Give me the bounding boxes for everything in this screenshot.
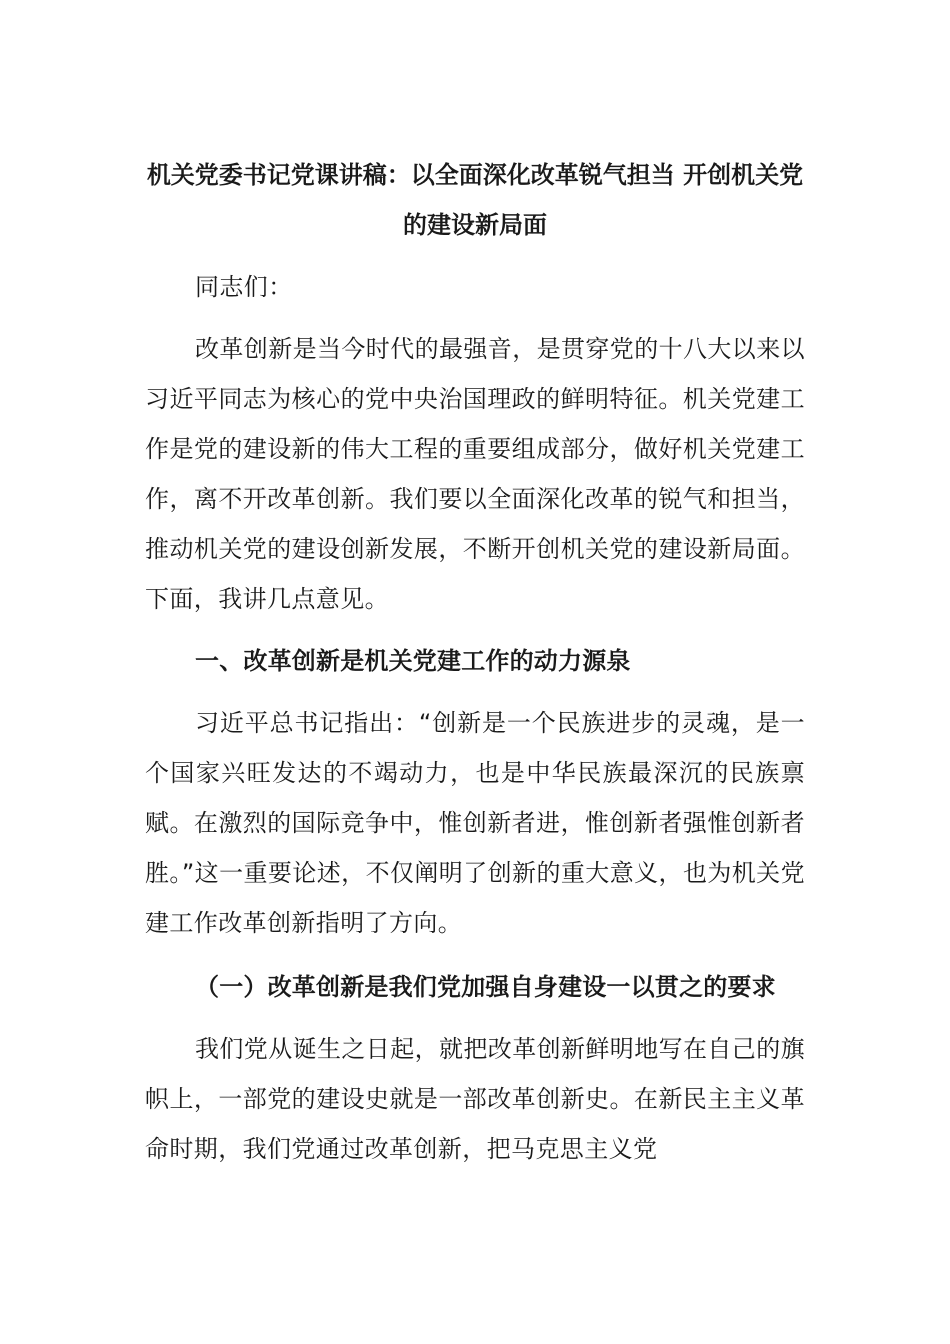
spacer bbox=[145, 250, 805, 262]
spacer bbox=[145, 624, 805, 636]
subsection-1-paragraph: 我们党从诞生之日起，就把改革创新鲜明地写在自己的旗帜上，一部党的建设史就是一部改革创新史。在新民主主义革命时期，我们党通过改革创新，把马克思主义党 bbox=[145, 1035, 805, 1163]
subsection-1-heading: （一）改革创新是我们党加强自身建设一以贯之的要求 bbox=[195, 973, 776, 1001]
section-1-paragraph: 习近平总书记指出：“创新是一个民族进步的灵魂，是一个国家兴旺发达的不竭动力，也是中华民族最深沉的民族禀赋。在激烈的国际竞争中，惟创新者进，惟创新者强惟创新者胜。”这一重要论述，不仅阐明了创新的重大意义，也为机关党建工作改革创新指明了方向。 bbox=[145, 709, 805, 937]
spacer bbox=[145, 686, 805, 698]
spacer bbox=[145, 1012, 805, 1024]
salutation: 同志们： bbox=[195, 273, 293, 301]
intro-paragraph: 改革创新是当今时代的最强音，是贯穿党的十八大以来以习近平同志为核心的党中央治国理政的鲜明特征。机关党建工作是党的建设新的伟大工程的重要组成部分，做好机关党建工作，离不开改革创新。我们要以全面深化改革的锐气和担当，推动机关党的建设创新发展，不断开创机关党的建设新局面。下面，我讲几点意见。 bbox=[145, 335, 805, 613]
section-1-heading: 一、改革创新是机关党建工作的动力源泉 bbox=[195, 647, 631, 675]
document-body bbox=[145, 150, 805, 1174]
spacer bbox=[145, 948, 805, 962]
document-title: 机关党委书记党课讲稿：以全面深化改革锐气担当 开创机关党的建设新局面 bbox=[146, 161, 804, 239]
spacer bbox=[145, 312, 805, 324]
